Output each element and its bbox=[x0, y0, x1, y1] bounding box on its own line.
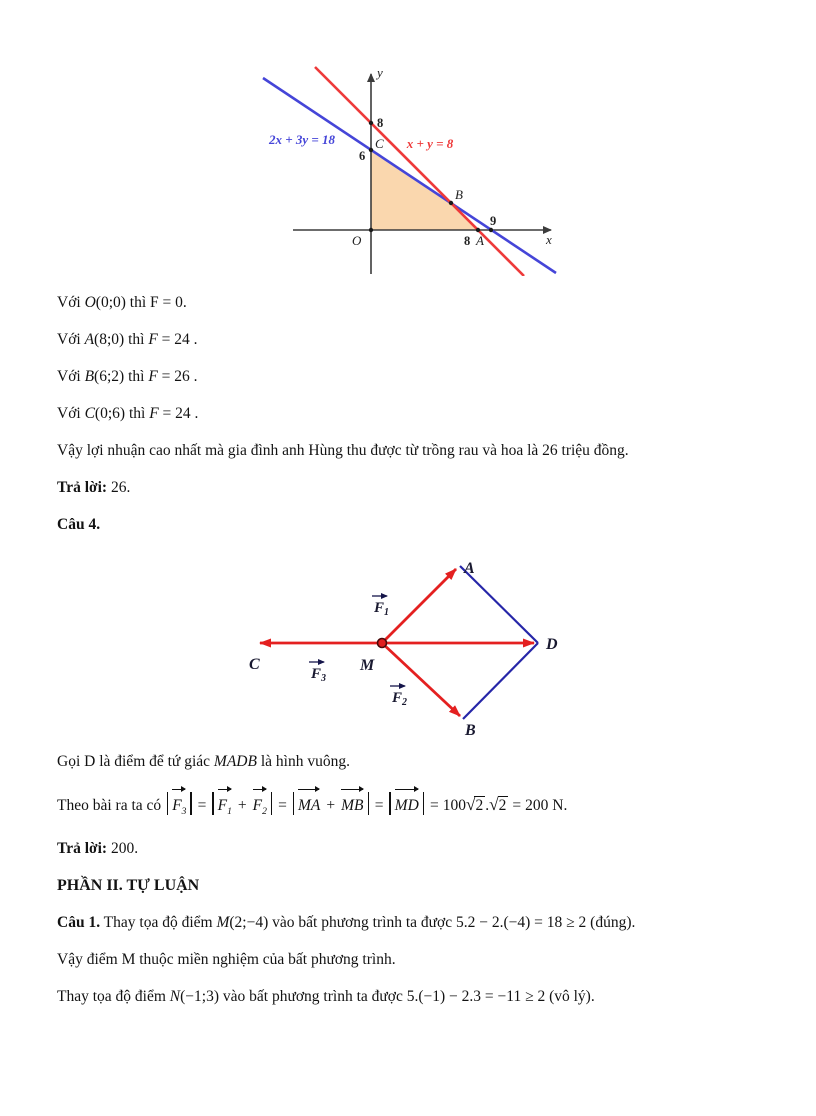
evaluation-line-C: Với C(0;6) thì F = 24 . bbox=[57, 405, 199, 422]
tick-x9: 9 bbox=[490, 214, 497, 228]
abs-bar bbox=[293, 792, 294, 814]
math-operator: + bbox=[237, 797, 247, 814]
answer-label: Trả lời: bbox=[57, 840, 108, 858]
answer-line-200 bbox=[57, 838, 759, 860]
vector-MD: MD bbox=[393, 788, 421, 819]
inline-math: 5.(−1) − 2.3 = −11 ≥ 2 bbox=[406, 988, 546, 1006]
sqrt: √2 bbox=[489, 795, 507, 814]
abs-bar bbox=[167, 792, 168, 814]
vector-F: $F_3$ bbox=[170, 788, 188, 825]
abs-bar bbox=[368, 792, 369, 814]
x-axis-label: x bbox=[546, 232, 552, 247]
label-A: A bbox=[464, 560, 475, 577]
vector-F: $F_1$ bbox=[216, 788, 234, 825]
math-text: 200 N. bbox=[525, 797, 568, 814]
evaluation-line-B: Với B(6;2) thì F = 26 . bbox=[57, 368, 198, 385]
cau4-formula-line bbox=[57, 788, 759, 825]
math-text: . bbox=[485, 797, 490, 814]
svg-text:F2: $F_2$ bbox=[392, 690, 408, 708]
label-C: C bbox=[249, 656, 260, 673]
answer-label: Trả lời: bbox=[57, 479, 108, 496]
cau4-formula-math bbox=[57, 795, 568, 818]
label-B: B bbox=[465, 722, 476, 739]
square-side-AD bbox=[460, 566, 538, 643]
math-operator: = bbox=[512, 797, 522, 814]
math-text: Theo bài ra ta có bbox=[57, 797, 166, 814]
document-page bbox=[0, 60, 816, 1008]
evaluation-line-A: Với A(8;0) thì F = 24 . bbox=[57, 331, 198, 348]
square-side-DB bbox=[463, 643, 538, 719]
figure-force-diagram bbox=[246, 551, 570, 741]
abs-bar bbox=[271, 792, 272, 814]
math-operator: = bbox=[429, 797, 439, 814]
vector-F: $F_2$ bbox=[251, 788, 269, 825]
abs-bar bbox=[423, 792, 424, 814]
point-label-C: C bbox=[375, 136, 384, 151]
red-constraint-line bbox=[315, 67, 524, 276]
cau1-label: Câu 1. bbox=[57, 914, 101, 932]
math-operator: = bbox=[197, 797, 207, 814]
cau1-line2: Vậy điểm M thuộc miền nghiệm của bất phương trình. bbox=[57, 951, 396, 969]
point-label-A: A bbox=[476, 233, 484, 248]
point-label-B: B bbox=[455, 187, 463, 202]
tick-x8: 8 bbox=[464, 234, 471, 248]
label-F2 bbox=[390, 686, 407, 708]
math-operator: = bbox=[374, 797, 384, 814]
tick-y6: 6 bbox=[359, 149, 366, 163]
vector-MA: MA bbox=[296, 788, 322, 819]
red-line-equation: x + y = 8 bbox=[406, 136, 454, 151]
point-label-O: O bbox=[352, 233, 362, 248]
cau1-line3: Thay tọa độ điểm N(−1;3) vào bất phương trình ta được 5.(−1) − 2.3 = −11 ≥ 2 (vô lý). bbox=[57, 988, 595, 1006]
svg-text:F1: $F_1$ bbox=[374, 600, 390, 618]
cau4-heading: Câu 4. bbox=[57, 516, 101, 533]
cau1-line1: Câu 1. Thay tọa độ điểm M(2;−4) vào bất phương trình ta được 5.2 − 2.(−4) = 18 ≥ 2 (đúng). bbox=[57, 914, 636, 932]
part2-heading: PHẦN II. TỰ LUẬN bbox=[57, 877, 200, 895]
label-F3 bbox=[309, 662, 326, 684]
math-text: 100 bbox=[442, 797, 466, 814]
evaluation-line-O: Với O(0;0) thì F = 0. bbox=[57, 294, 187, 311]
abs-bar bbox=[190, 792, 191, 814]
blue-constraint-line bbox=[263, 78, 556, 273]
answer-value: 200. bbox=[110, 840, 139, 858]
tick-y8: 8 bbox=[377, 116, 384, 130]
point-M-dot bbox=[378, 639, 387, 648]
force-F1-arrow bbox=[382, 569, 456, 643]
abs-bar bbox=[389, 792, 390, 814]
figure-linear-program-graph bbox=[253, 60, 563, 276]
svg-text:F3: $F_3$ bbox=[311, 666, 327, 684]
abs-bar bbox=[212, 792, 213, 814]
y-axis-label: y bbox=[377, 65, 383, 80]
answer-value: 26. bbox=[110, 479, 131, 496]
inline-math: 5.2 − 2.(−4) = 18 ≥ 2 bbox=[455, 914, 587, 932]
label-D: D bbox=[546, 636, 558, 653]
math-operator: = bbox=[278, 797, 287, 814]
label-M: M bbox=[360, 657, 375, 674]
blue-line-equation: 2x + 3y = 18 bbox=[268, 132, 336, 147]
label-F1 bbox=[372, 596, 389, 618]
answer-line-26 bbox=[57, 477, 759, 499]
math-operator: + bbox=[326, 797, 336, 814]
cau4-line1: Gọi D là điểm để tứ giác MADB là hình vuông. bbox=[57, 753, 350, 770]
sqrt: √2 bbox=[465, 795, 484, 814]
vector-MB: MB bbox=[339, 788, 365, 819]
conclusion-text: Vậy lợi nhuận cao nhất mà gia đình anh Hùng thu được từ trồng rau và hoa là 26 triệu đồng. bbox=[57, 442, 629, 459]
